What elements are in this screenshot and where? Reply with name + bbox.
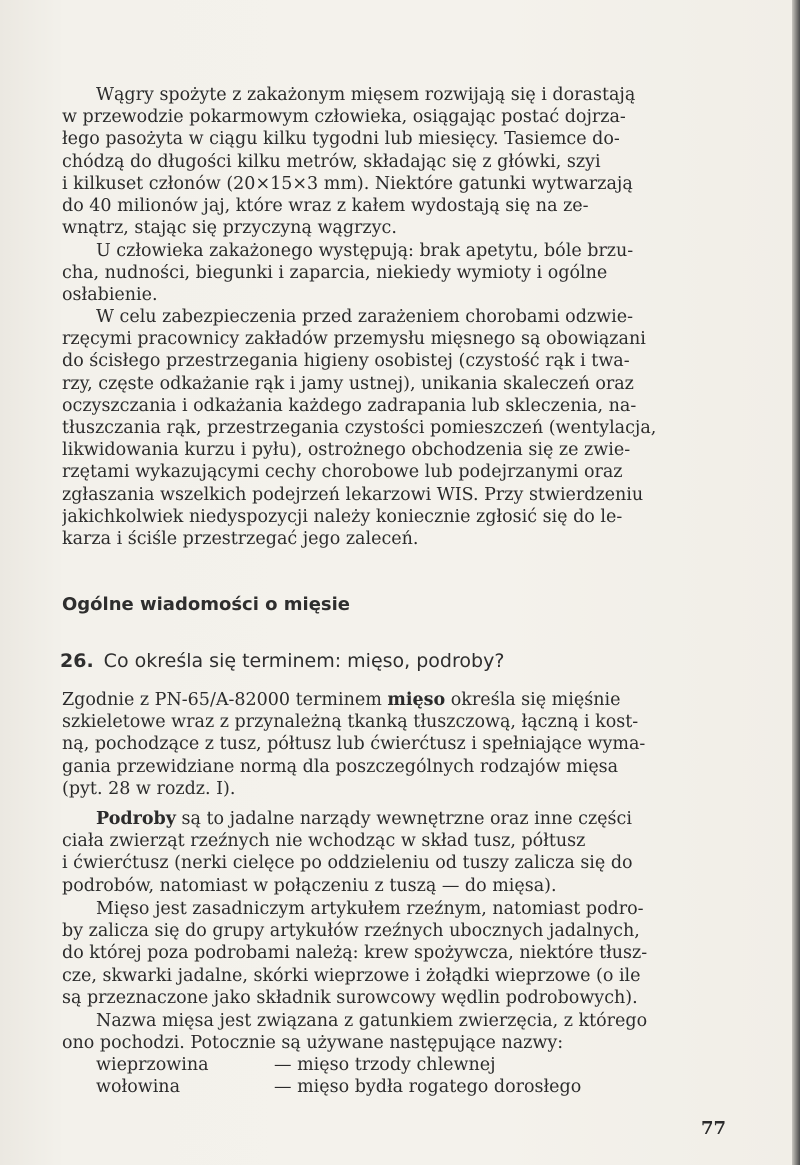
text-line: rzętami wykazującymi cechy chorobowe lub podejrzanymi oraz xyxy=(62,462,623,483)
text-line: ono pochodzi. Potocznie są używane następujące nazwy: xyxy=(62,1033,564,1054)
meat-names-list xyxy=(96,1054,716,1098)
list-item xyxy=(96,1054,716,1076)
page-number: 77 xyxy=(701,1118,727,1139)
text-line: cze, skwarki jadalne, skórki wieprzowe i żołądki wieprzowe (o ile xyxy=(62,965,641,986)
paragraph-2 xyxy=(62,240,728,307)
list-item xyxy=(96,1076,716,1098)
text-line: gania przewidziane normą dla poszczególnych rodzajów mięsa xyxy=(62,756,619,777)
text-line: jakichkolwiek niedyspozycji należy koniecznie zgłosić się do le- xyxy=(62,506,623,527)
text-line: rzęcymi pracownicy zakładów przemysłu mięsnego są obowiązani xyxy=(62,329,646,350)
paragraph-3 xyxy=(62,306,728,550)
text-line: karza i ściśle przestrzegać jego zaleceń. xyxy=(62,529,419,550)
list-definition: — mięso trzody chlewnej xyxy=(274,1055,496,1075)
text-line: łego pasożyta w ciągu kilku tygodni lub miesięcy. Tasiemce do- xyxy=(62,129,620,150)
text-line: zgłaszania wszelkich podejrzeń lekarzowi WIS. Przy stwierdzeniu xyxy=(62,484,644,505)
paragraph-7 xyxy=(62,1010,728,1054)
text-line: Podroby są to jadalne narządy wewnętrzne oraz inne części xyxy=(96,809,632,829)
text-line: szkieletowe wraz z przynależną tkanką tłuszczową, łączną i kost- xyxy=(62,712,639,733)
text-line: rzy, częste odkażanie rąk i jamy ustnej), unikania skaleczeń oraz xyxy=(62,373,634,394)
text-line: do 40 milionów jaj, które wraz z kałem wydostają się na ze- xyxy=(62,196,589,217)
text-line: cha, nudności, biegunki i zaparcia, niekiedy wymioty i ogólne xyxy=(62,263,608,284)
text-line: do której poza podrobami należą: krew spożywcza, niektóre tłusz- xyxy=(62,943,648,964)
text-line: Wągry spożyte z zakażonym mięsem rozwijają się i dorastają xyxy=(96,85,636,105)
section-heading: Ogólne wiadomości o mięsie xyxy=(62,594,351,615)
text-line: i ćwierćtusz (nerki cielęce po oddzieleniu od tuszy zalicza się do xyxy=(62,853,633,874)
text-line: i kilkuset członów (20×15×3 mm). Niektóre gatunki wytwarzają xyxy=(62,173,633,194)
text-line: Zgodnie z PN-65/A-82000 terminem mięso określa się mięśnie xyxy=(62,690,621,710)
list-term: wołowina xyxy=(96,1077,181,1098)
text-line: ciała zwierząt rzeźnych nie wchodząc w skład tusz, półtusz xyxy=(62,831,586,852)
text-line: chódzą do długości kilku metrów, składając się z główki, szyi xyxy=(62,151,601,172)
text-line: Nazwa mięsa jest związana z gatunkiem zwierzęcia, z którego xyxy=(96,1011,648,1031)
term-podroby: Podroby xyxy=(96,809,176,829)
paragraph-5 xyxy=(62,808,728,897)
text-line: oczyszczania i odkażania każdego zadrapania lub skleczenia, na- xyxy=(62,395,637,416)
term-mieso: mięso xyxy=(387,690,446,710)
text-line: ną, pochodzące z tusz, półtusz lub ćwierćtusz i spełniające wyma- xyxy=(62,734,646,755)
list-definition: — mięso bydła rogatego dorosłego xyxy=(274,1077,582,1098)
text-line: tłuszczania rąk, przestrzegania czystości pomieszczeń (wentylacja, xyxy=(62,418,657,439)
text-line: U człowieka zakażonego występują: brak apetytu, bóle brzu- xyxy=(96,241,634,261)
list-term: wieprzowina xyxy=(96,1055,209,1075)
text-line: (pyt. 28 w rozdz. I). xyxy=(62,778,236,799)
text-line: do ścisłego przestrzegania higieny osobistej (czystość rąk i twa- xyxy=(62,351,630,372)
text-line: podrobów, natomiast w połączeniu z tuszą — do mięsa). xyxy=(62,875,557,896)
paragraph-1 xyxy=(62,84,728,239)
paragraph-6 xyxy=(62,898,728,1009)
text-line: Mięso jest zasadniczym artykułem rzeźnym, natomiast podro- xyxy=(96,899,644,919)
question-heading xyxy=(60,650,504,672)
paragraph-4 xyxy=(62,689,728,800)
text-line: są przeznaczone jako składnik surowcowy wędlin podrobowych). xyxy=(62,987,638,1008)
question-number: 26. xyxy=(60,650,94,672)
text-line: likwidowania kurzu i pyłu), ostrożnego obchodzenia się ze zwie- xyxy=(62,440,631,461)
text-line: wnątrz, stając się przyczyną wągrzyc. xyxy=(62,218,397,239)
text-line: w przewodzie pokarmowym człowieka, osiągając postać dojrza- xyxy=(62,107,626,128)
text-line: W celu zabezpieczenia przed zarażeniem chorobami odzwie- xyxy=(96,307,633,327)
text-line: osłabienie. xyxy=(62,285,158,306)
page-edge-shadow xyxy=(792,0,800,1165)
question-text: Co określa się terminem: mięso, podroby? xyxy=(103,650,505,672)
text-line: by zalicza się do grupy artykułów rzeźnych ubocznych jadalnych, xyxy=(62,921,640,942)
